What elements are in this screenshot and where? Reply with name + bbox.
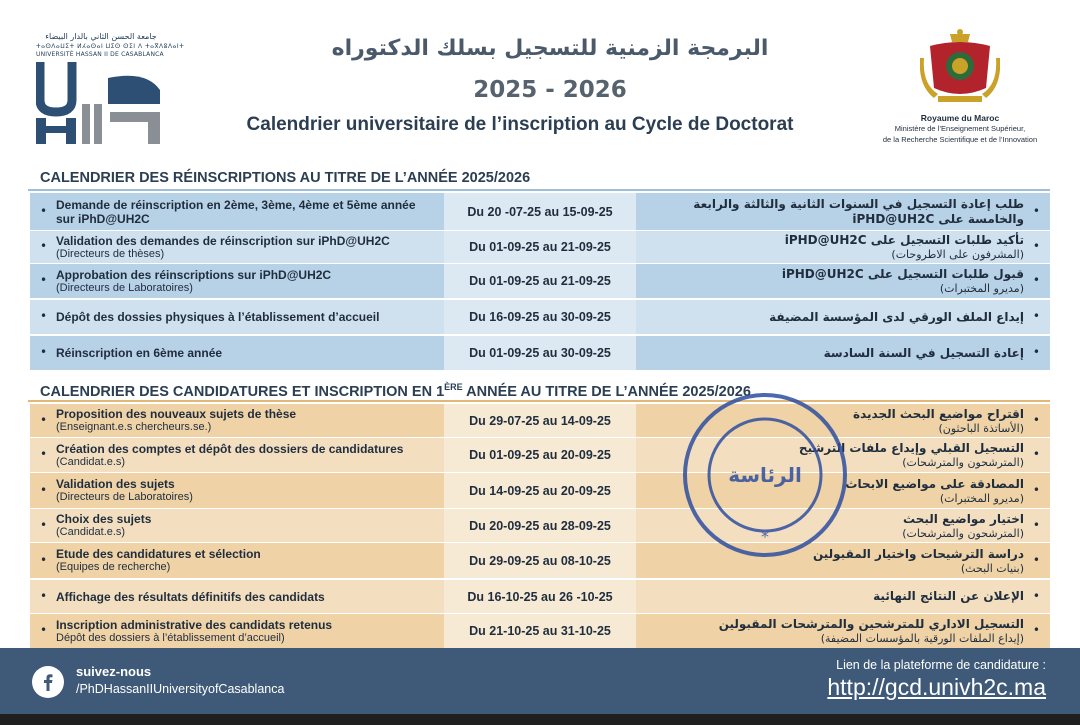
row-title-ar: إيداع الملف الورقي لدى المؤسسة المضيفة (769, 309, 1024, 324)
row-title-fr: Proposition des nouveaux sujets de thèse (56, 407, 297, 421)
row-description-ar (638, 509, 1050, 542)
section-divider (28, 400, 1050, 402)
platform-link[interactable]: http://gcd.univh2c.ma (827, 674, 1046, 700)
bullet-icon: • (1032, 447, 1040, 461)
row-date: Du 16-10-25 au 26 -10-25 (444, 580, 636, 613)
uh2c-logo (36, 60, 166, 146)
facebook-icon[interactable] (32, 666, 64, 698)
bullet-icon: • (1032, 203, 1040, 218)
row-actor-fr: (Candidat.e.s) (56, 455, 126, 468)
row-description-ar (638, 193, 1050, 230)
table-row (30, 231, 1050, 263)
row-actor-ar: (مديرو المختبرات) (939, 491, 1024, 505)
bullet-icon: • (40, 412, 48, 427)
bullet-icon: • (40, 273, 48, 287)
row-description-ar (638, 264, 1050, 298)
stamp-text: الرئاسة (728, 463, 802, 487)
row-title-ar: التسجيل الاداري للمترشحين والمترشحات المقبولين (718, 617, 1024, 631)
section-divider (28, 189, 1050, 191)
row-date: Du 20 -07-25 au 15-09-25 (444, 193, 636, 230)
row-title-fr: Approbation des réinscriptions sur iPhD@UH2C (56, 267, 332, 282)
table-row (30, 614, 1050, 648)
ministry-line-2: de la Recherche Scientifique et de l’Innovation (882, 135, 1038, 144)
header (0, 0, 1080, 158)
facebook-glyph-icon (39, 673, 57, 691)
row-actor-fr: (Directeurs de Laboratoires) (56, 281, 193, 294)
row-date: Du 01-09-25 au 21-09-25 (444, 264, 636, 298)
bullet-icon: • (40, 588, 48, 603)
row-title-ar: المصادقة على مواضيع الابحاث (845, 476, 1024, 491)
row-date: Du 29-09-25 au 08-10-25 (444, 543, 636, 578)
bullet-icon: • (40, 239, 48, 253)
bullet-icon: • (1032, 273, 1040, 287)
row-description-fr (30, 509, 442, 542)
row-actor-fr: (Directeurs de thèses) (56, 247, 165, 260)
row-title-fr: Affichage des résultats définitifs des candidats (56, 589, 325, 604)
bullet-icon: • (1032, 482, 1040, 497)
row-title-ar: التسجيل القبلي وإيداع ملفات الترشيح (798, 441, 1024, 455)
row-description-ar (638, 473, 1050, 508)
row-title-fr: Dépôt des dossies physiques à l’établissement d’accueil (56, 310, 380, 324)
section-reinscriptions-title: CALENDRIER DES RÉINSCRIPTIONS AU TITRE DE L’ANNÉE 2025/2026 (40, 170, 531, 186)
table-row (30, 509, 1050, 542)
bullet-icon: • (40, 309, 48, 323)
row-description-ar (638, 336, 1050, 370)
footer (0, 648, 1080, 714)
bullet-icon: • (40, 517, 48, 532)
row-actor-ar: (المترشحون والمترشحات) (902, 456, 1024, 469)
ministry-line-1: Ministère de l’Enseignement Supérieur, (894, 124, 1026, 133)
row-date: Du 29-07-25 au 14-09-25 (444, 404, 636, 437)
row-title-fr: Création des comptes et dépôt des dossiers de candidatures (56, 441, 404, 456)
row-description-fr (30, 300, 442, 334)
row-description-ar (638, 543, 1050, 578)
bullet-icon: • (1032, 345, 1040, 359)
row-title-ar: طلب إعادة التسجيل في السنوات الثانية والثالثة والرابعة والخامسة على iPHD@UH2C (693, 196, 1024, 226)
bullet-icon: • (40, 623, 48, 637)
row-description-fr (30, 438, 442, 472)
platform-label: Lien de la plateforme de candidature : (836, 658, 1046, 672)
section-title-part-a: CALENDRIER DES CANDIDATURES ET INSCRIPTION EN 1 (40, 383, 445, 400)
row-title-fr: Etude des candidatures et sélection (56, 547, 261, 561)
university-name-arabic: جامعة الحسن الثاني بالدار البيضاء (45, 32, 157, 41)
row-title-fr: Choix des sujets (56, 512, 152, 526)
row-actor-fr: Dépôt des dossiers à l’établissement d’accueil) (56, 631, 285, 644)
row-description-fr (30, 404, 442, 437)
table-row (30, 336, 1050, 370)
follow-us-label: suivez-nous (76, 664, 152, 679)
bullet-icon: • (1032, 309, 1040, 323)
facebook-handle-link[interactable]: /PhDHassanIIUniversityofCasablanca (76, 682, 285, 696)
footer-bottom-bar (0, 714, 1080, 725)
stamp-star-icon: * (761, 527, 769, 546)
bullet-icon: • (1032, 623, 1040, 637)
row-actor-ar: (الأساتذة الباحثون) (938, 421, 1024, 435)
row-actor-fr: (Enseignant.e.s chercheurs.se.) (56, 421, 212, 433)
row-description-fr (30, 614, 442, 648)
row-date: Du 14-09-25 au 20-09-25 (444, 473, 636, 508)
bullet-icon: • (40, 447, 48, 461)
row-title-ar: اقتراح مواضيع البحث الجديدة (853, 406, 1024, 421)
row-description-fr (30, 231, 442, 263)
row-title-fr: Validation des demandes de réinscription sur iPhD@UH2C (56, 233, 390, 248)
academic-year: 2025 - 2026 (473, 77, 627, 103)
bullet-icon: • (1032, 552, 1040, 567)
row-title-ar: دراسة الترشيحات واختيار المقبولين (812, 546, 1024, 561)
kingdom-label: Royaume du Maroc (920, 113, 1000, 123)
section-title-superscript: ÈRE (444, 382, 463, 392)
section-title-part-b: ANNÉE AU TITRE DE L’ANNÉE 2025/2026 (462, 383, 751, 400)
table-row (30, 580, 1050, 613)
bullet-icon: • (1032, 239, 1040, 253)
title-french: Calendrier universitaire de l’inscription au Cycle de Doctorat (246, 114, 794, 135)
row-title-ar: قبول طلبات التسجيل على iPHD@UH2C (781, 267, 1024, 281)
row-date: Du 20-09-25 au 28-09-25 (444, 509, 636, 542)
bullet-icon: • (40, 203, 48, 218)
section-candidatures-title (40, 382, 751, 400)
row-description-ar (638, 404, 1050, 437)
row-date: Du 16-09-25 au 30-09-25 (444, 300, 636, 334)
title-arabic: البرمجة الزمنية للتسجيل بسلك الدكتوراه (331, 36, 769, 61)
row-date: Du 01-09-25 au 21-09-25 (444, 231, 636, 263)
row-title-ar: الإعلان عن النتائج النهائية (873, 589, 1024, 603)
row-date: Du 01-09-25 au 30-09-25 (444, 336, 636, 370)
row-title-fr: Demande de réinscription en 2ème, 3ème, 4ème et 5ème année sur iPhD@UH2C (56, 197, 416, 226)
row-description-fr (30, 580, 442, 613)
row-actor-ar: (المشرفون على الاطروحات) (891, 248, 1024, 261)
row-description-fr (30, 473, 442, 508)
row-actor-fr: (Equipes de recherche) (56, 561, 171, 573)
bullet-icon: • (40, 345, 48, 359)
row-date: Du 01-09-25 au 20-09-25 (444, 438, 636, 472)
table-row (30, 543, 1050, 578)
bullet-icon: • (1032, 588, 1040, 603)
row-title-fr: Inscription administrative des candidats retenus (56, 617, 333, 632)
table-row (30, 193, 1050, 230)
row-title-fr: Réinscription en 6ème année (56, 346, 223, 360)
row-description-ar (638, 231, 1050, 263)
bullet-icon: • (40, 552, 48, 567)
row-actor-ar: (المترشحون والمترشحات) (902, 526, 1024, 540)
coat-of-arms-icon (920, 28, 1000, 106)
row-description-fr (30, 193, 442, 230)
row-title-ar: تأكيد طلبات التسجيل على iPHD@UH2C (784, 233, 1024, 247)
university-name-tifinagh: ⵜⴰⵙⴷⴰⵡⵉⵜ ⵍⵃⴰⵙⴰⵏ ⵡⵉⵙ ⵙⵉⵏ ⴷ ⵜⴰⴳⴷⵓⴷⴰⵏⵜ (36, 43, 185, 50)
table-row (30, 404, 1050, 437)
row-title-ar: اختيار مواضيع البحث (903, 511, 1024, 526)
row-description-ar (638, 614, 1050, 648)
table-row (30, 473, 1050, 508)
row-actor-fr: (Candidat.e.s) (56, 526, 126, 538)
row-description-ar (638, 580, 1050, 613)
row-date: Du 21-10-25 au 31-10-25 (444, 614, 636, 648)
bullet-icon: • (1032, 412, 1040, 427)
university-name-french: UNIVERSITÉ HASSAN II DE CASABLANCA (36, 51, 164, 58)
row-title-fr: Validation des sujets (56, 477, 175, 491)
row-actor-ar: (مديرو المختبرات) (939, 282, 1024, 295)
row-description-ar (638, 438, 1050, 472)
bullet-icon: • (40, 482, 48, 497)
row-description-fr (30, 543, 442, 578)
row-description-fr (30, 264, 442, 298)
table-row (30, 438, 1050, 472)
row-description-fr (30, 336, 442, 370)
ministry-block (880, 28, 1040, 153)
row-description-ar (638, 300, 1050, 334)
row-actor-ar: (إيداع الملفات الورقية بالمؤسسات المضيفة) (820, 632, 1024, 645)
table-row (30, 264, 1050, 298)
row-actor-ar: (بنيات البحث) (960, 561, 1024, 575)
table-row (30, 300, 1050, 334)
row-title-ar: إعادة التسجيل في السنة السادسة (823, 345, 1024, 360)
bullet-icon: • (1032, 517, 1040, 532)
row-actor-fr: (Directeurs de Laboratoires) (56, 491, 193, 503)
